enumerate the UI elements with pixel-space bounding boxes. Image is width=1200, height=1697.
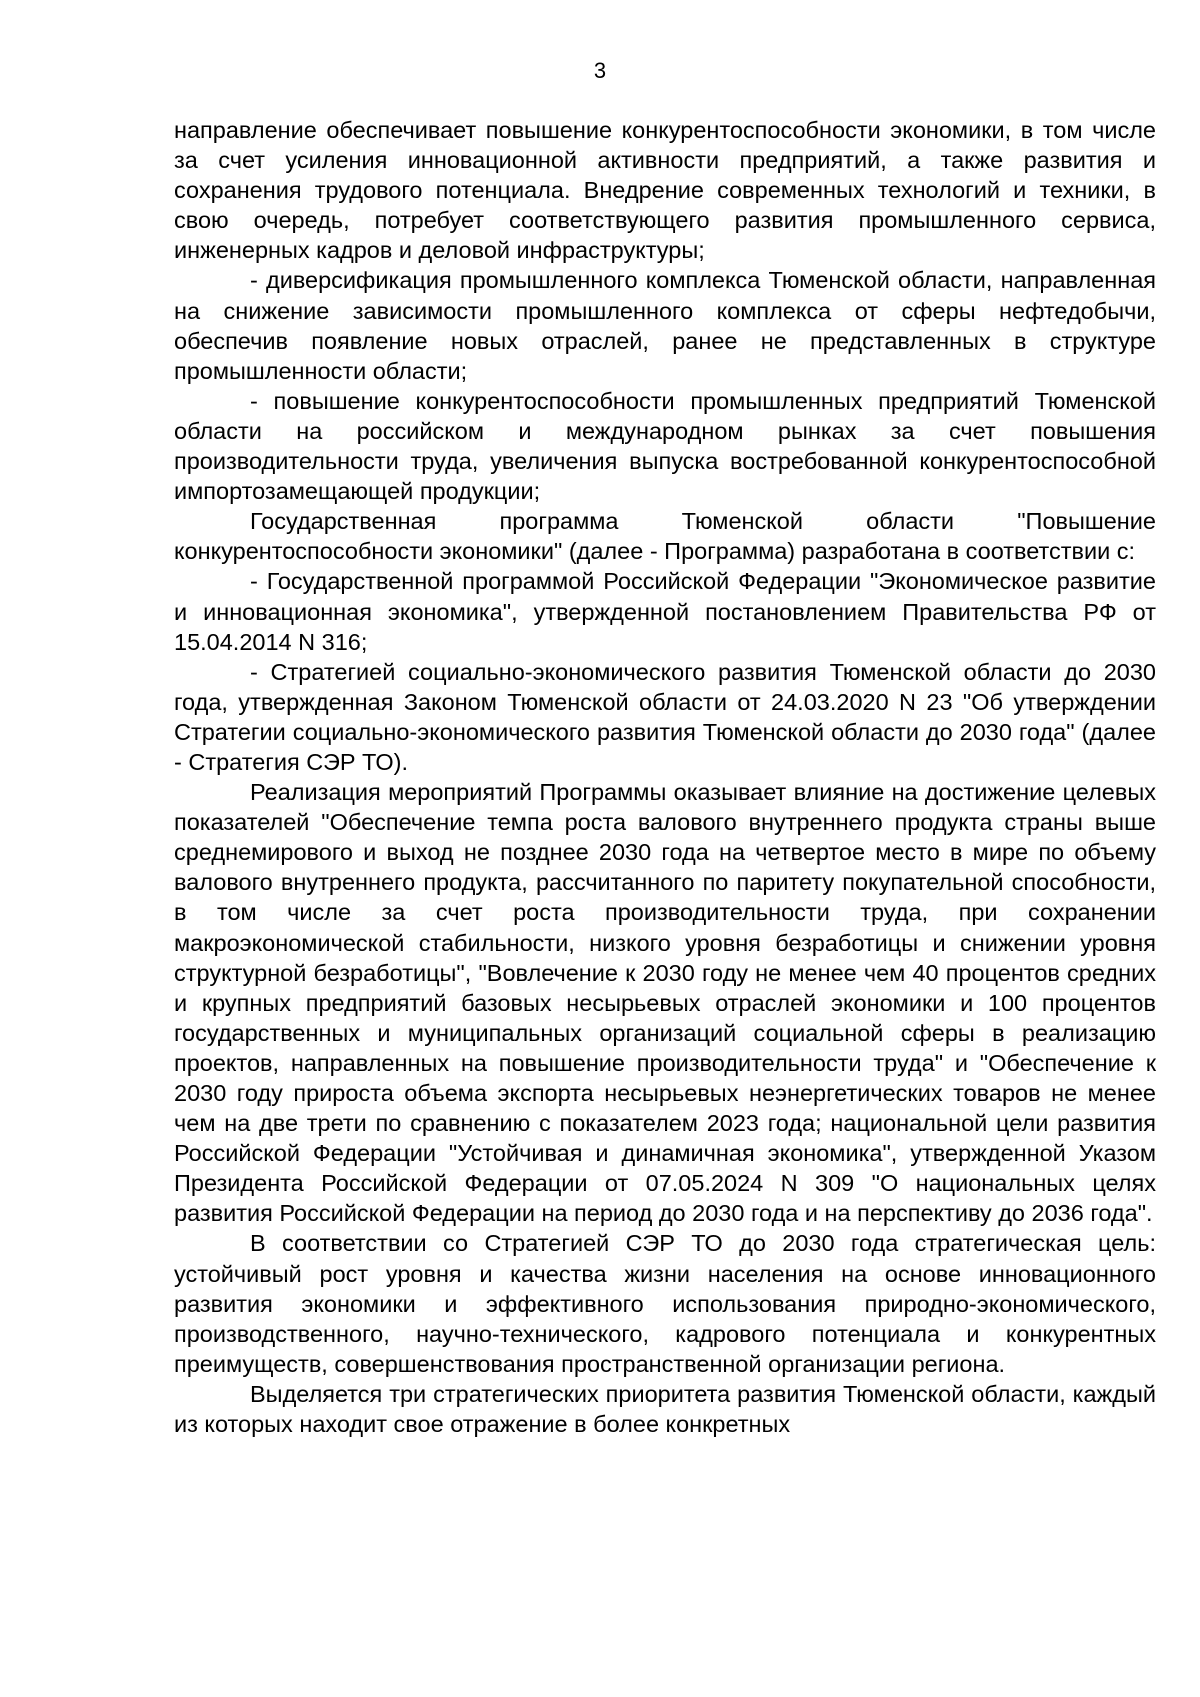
paragraph-federal-program: - Государственной программой Российской Федерации "Экономическое развитие и инновационная экономика", утвержденной постановлением Правительства РФ от 15.04.2014 N 316; xyxy=(174,568,1156,655)
paragraph-strategic-priorities: Выделяется три стратегических приоритета развития Тюменской области, каждый из которых находит свое отражение в более конкретных xyxy=(174,1380,1156,1438)
paragraph-continuation: направление обеспечивает повышение конкурентоспособности экономики, в том числе за счет усиления инновационной активности предприятий, а также развития и сохранения трудового потенциала. Внедрение современных технологий и техники, в свою очередь, потребует соответствующего развития промышленного сервиса, инженерных кадров и деловой инфраструктуры; xyxy=(174,117,1156,264)
paragraph-program-basis: Государственная программа Тюменской области "Повышение конкурентоспособности экономики" (далее - Программа) разработана в соответствии с: xyxy=(174,508,1156,565)
paragraph-competitiveness: - повышение конкурентоспособности промышленных предприятий Тюменской области на российском и международном рынках за счет повышения производительности труда, увеличения выпуска востребованной конкурентоспособной импортозамещающей продукции; xyxy=(174,387,1156,505)
paragraph-diversification: - диверсификация промышленного комплекса Тюменской области, направленная на снижение зависимости промышленного комплекса от сферы нефтедобычи, обеспечив появление новых отраслей, ранее не представленных в структуре промышленности области; xyxy=(174,267,1156,384)
page-number: 3 xyxy=(593,58,607,83)
paragraph-regional-strategy: - Стратегией социально-экономического развития Тюменской области до 2030 года, утвержденная Законом Тюменской области от 24.03.2020 N 23 "Об утверждении Стратегии социально-экономического развития Тюменской области до 2030 года" (далее - Стратегия СЭР ТО). xyxy=(174,658,1156,775)
paragraph-strategic-goal: В соответствии со Стратегией СЭР ТО до 2030 года стратегическая цель: устойчивый рост уровня и качества жизни населения на основе инновационного развития экономики и эффективного использования природно-экономического, производственного, научно-технического, кадрового потенциала и конкурентных преимуществ, совершенствования пространственной организации региона. xyxy=(174,1230,1156,1377)
paragraph-target-indicators: Реализация мероприятий Программы оказывает влияние на достижение целевых показателей "Обеспечение темпа роста валового внутреннего продукта страны выше среднемирового и выход не позднее 2030 года на четвертое место в мире по объему валового внутреннего продукта, рассчитанного по паритету покупательной способности, в том числе за счет роста производительности труда, при сохранении макроэкономической стабильности, низкого уровня безработицы и снижении уровня структурной безработицы", "Вовлечение к 2030 году не менее чем 40 процентов средних и крупных предприятий базовых несырьевых отраслей экономики и 100 процентов государственных и муниципальных организаций социальной сферы в реализацию проектов, направленных на повышение производительности труда" и "Обеспечение к 2030 году прироста объема экспорта несырьевых неэнергетических товаров не менее чем на две трети по сравнению с показателем 2023 года; национальной цели развития Российской Федерации "Устойчивая и динамичная экономика", утвержденной Указом Президента Российской Федерации от 07.05.2024 N 309 "О национальных целях развития Российской Федерации на период до 2030 года и на перспективу до 2036 года". xyxy=(174,779,1156,1227)
document-body xyxy=(174,115,1156,1439)
